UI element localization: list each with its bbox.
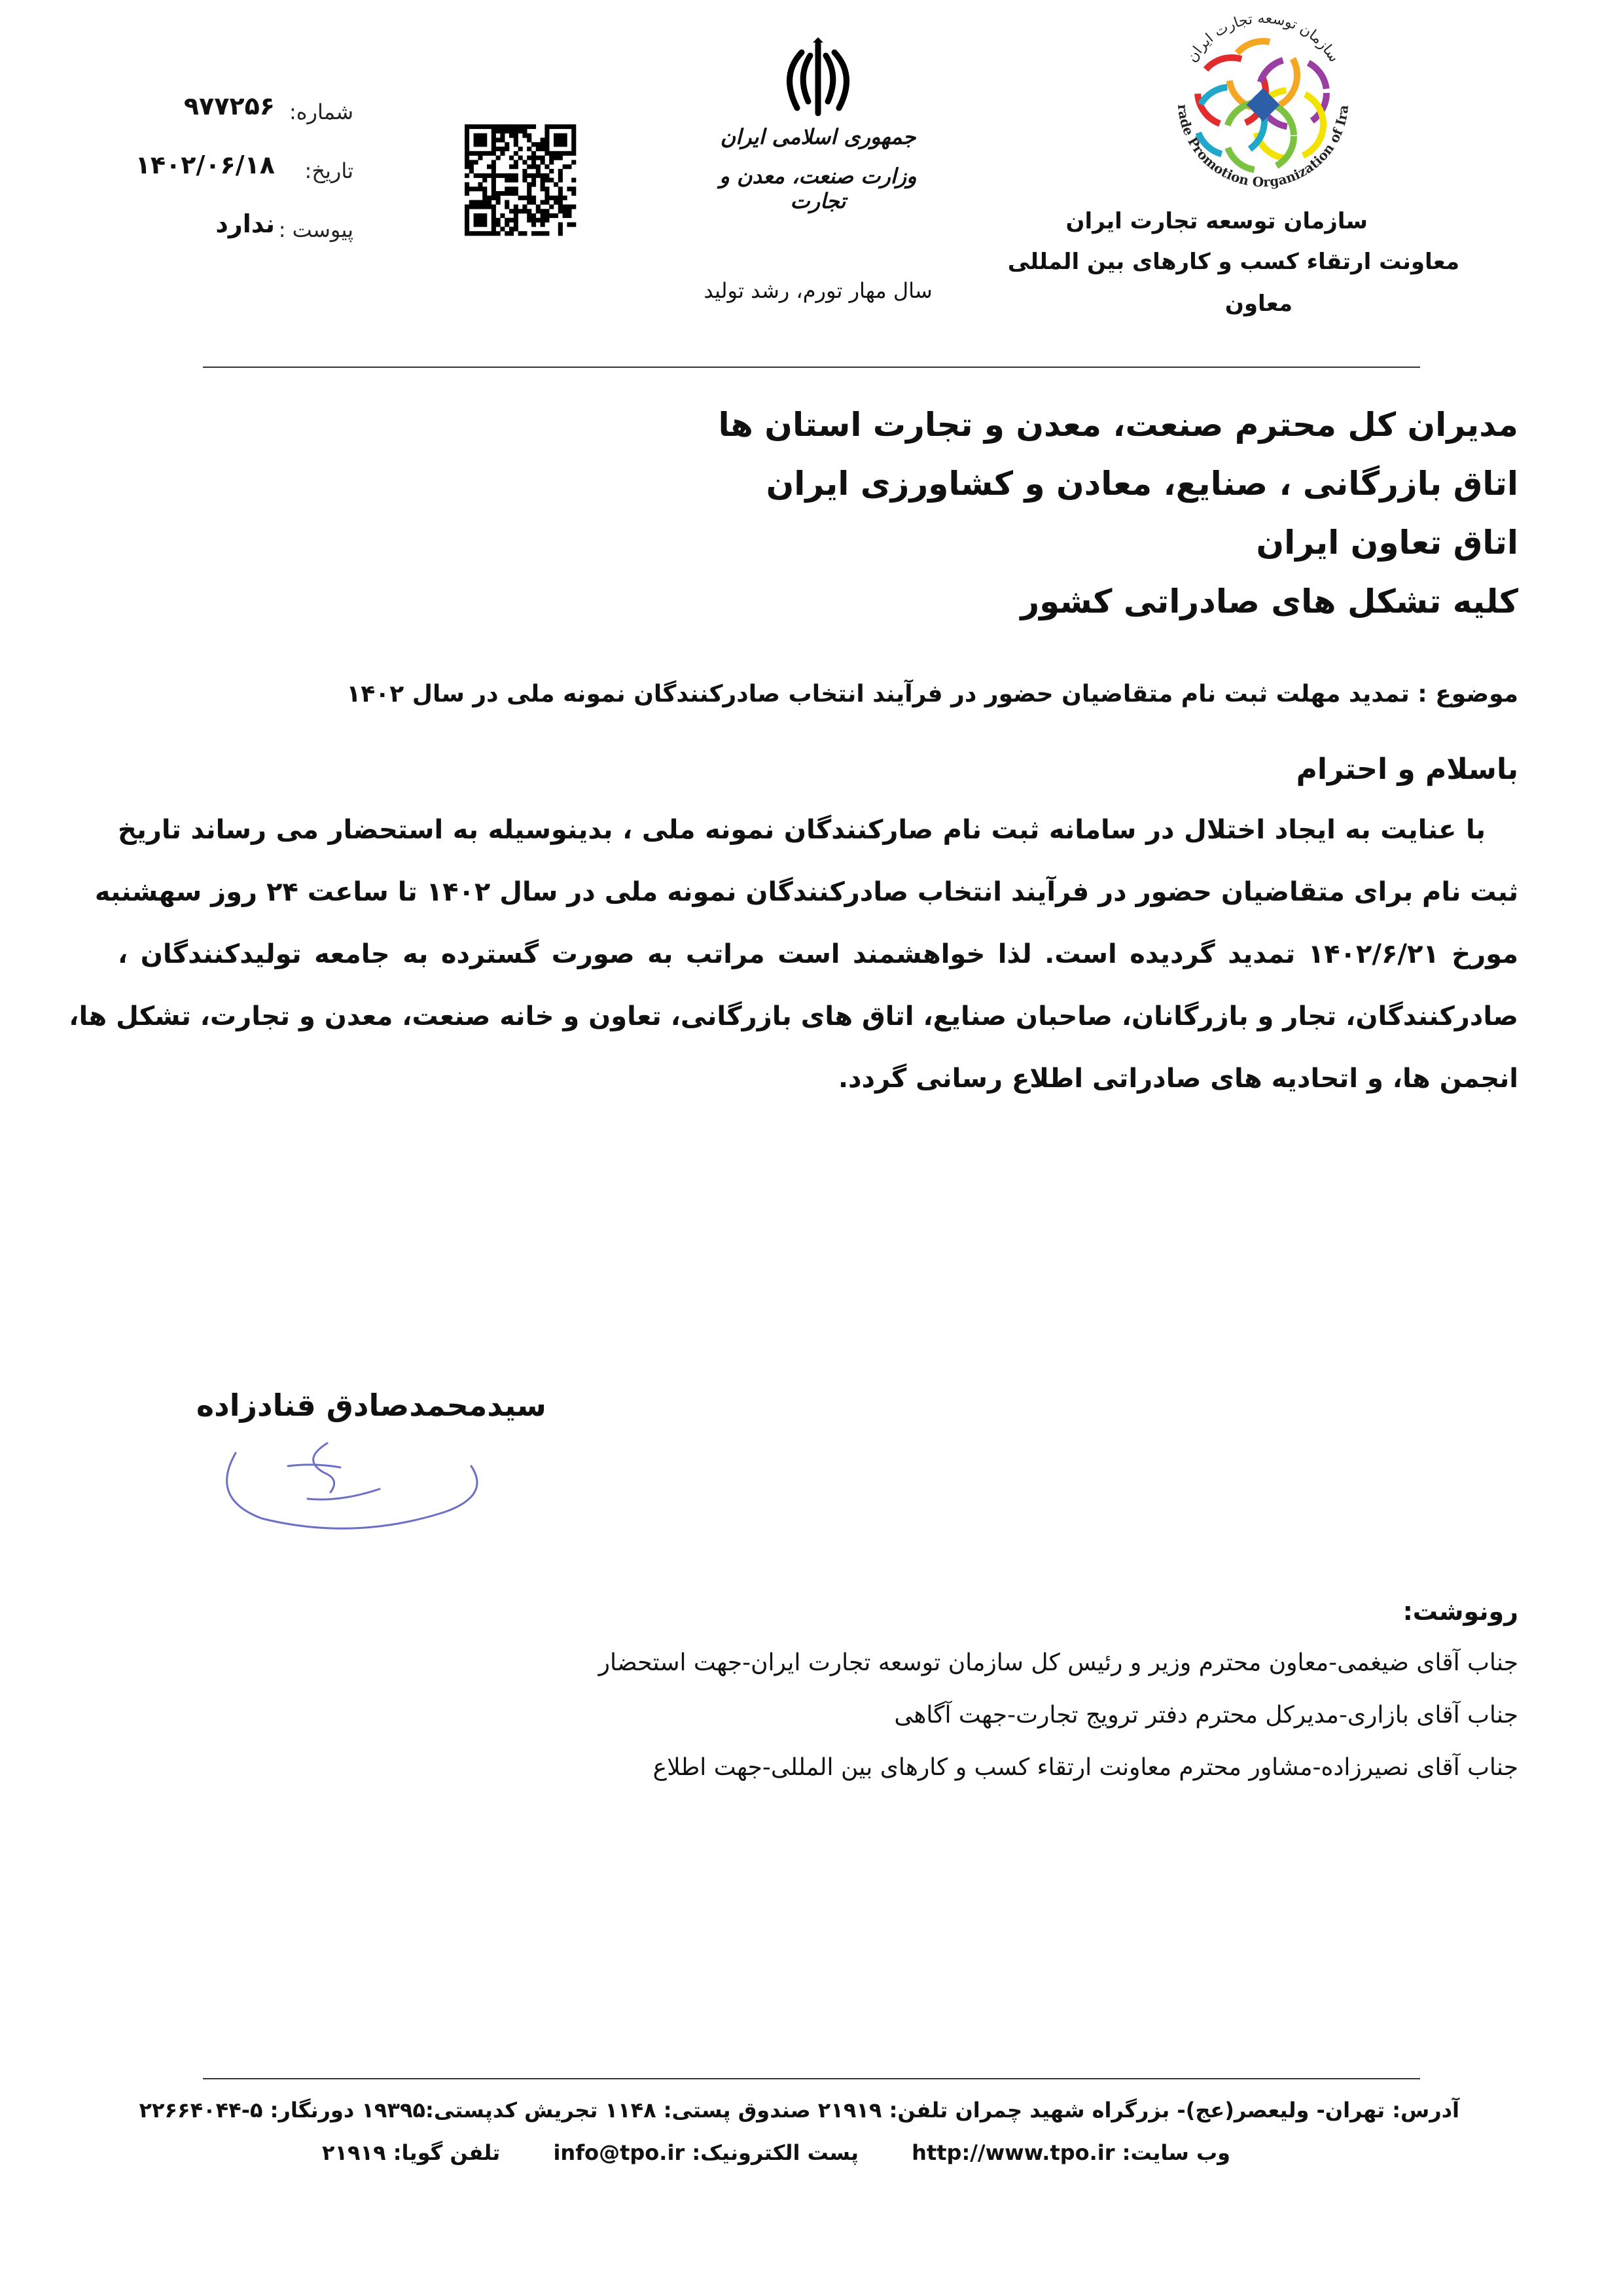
attachment-value: ندارد (215, 209, 275, 238)
org-name: سازمان توسعه تجارت ایران (1065, 208, 1368, 234)
phone-label: تلفن گویا: (393, 2140, 501, 2165)
org-deputy: معاونت ارتقاء کسب و کارهای بین المللی (1007, 249, 1459, 275)
number-value: ۹۷۷۲۵۶ (183, 92, 275, 120)
recipient-line: مدیران کل محترم صنعت، معدن و تجارت استان ها (718, 406, 1518, 444)
recipient-line: اتاق تعاون ایران (1256, 524, 1518, 562)
letter-date (118, 151, 353, 190)
attachment-label: پیوست : (278, 217, 353, 242)
number-label: شماره: (289, 99, 353, 124)
footer-address: آدرس: تهران- ولیعصر(عج)- بزرگراه شهید چمران تلفن: ۲۱۹۱۹ صندوق پستی: ۱۱۴۸ تجریش کدپستی:۱۹۳۹۵ دورنگار: ۵-۲۲۶۶۴۰۴۴ (139, 2098, 1459, 2123)
subject: موضوع : تمدید مهلت ثبت نام متقاضیان حضور در فرآیند انتخاب صادرکنندگان نمونه ملی در سال ۱۴۰۲ (346, 681, 1518, 708)
body-line: مورخ ۱۴۰۲/۶/۲۱ تمدید گردیده است. لذا خواهشمند است مراتب به صورت گسترده به جامعه تولیدکنندگان ، (118, 939, 1519, 969)
greeting: باسلام و احترام (1296, 753, 1518, 786)
cc-line: جناب آقای بازاری-مدیرکل محترم دفتر ترویج تجارت-جهت آگاهی (894, 1702, 1518, 1729)
cc-line: جناب آقای نصیرزاده-مشاور محترم معاونت ارتقاء کسب و کارهای بین المللی-جهت اطلاع (652, 1754, 1518, 1781)
letter-attachment (118, 209, 353, 249)
body-line: انجمن ها، و اتحادیه های صادراتی اطلاع رسانی گردد. (838, 1064, 1518, 1094)
date-value: ۱۴۰۲/۰۶/۱۸ (135, 151, 275, 179)
year-slogan: سال مهار تورم، رشد تولید (704, 278, 933, 303)
tpo-logo-mark (1152, 13, 1374, 190)
email-label: پست الکترونیک: (692, 2140, 859, 2165)
recipient-line: اتاق بازرگانی ، صنایع، معادن و کشاورزی ایران (766, 465, 1518, 503)
ministry-line-1: جمهوری اسلامی ایران (720, 124, 916, 149)
svg-text:سازمان توسعه تجارت ایران: سازمان توسعه تجارت ایران (1184, 13, 1342, 65)
iran-emblem-icon (772, 36, 864, 121)
body-line: با عنایت به ایجاد اختلال در سامانه ثبت نام صارکنندگان نمونه ملی ، بدینوسیله به استحضار می رساند تاریخ (118, 815, 1486, 845)
phone-value: ۲۱۹۱۹ (321, 2140, 386, 2165)
cc-line: جناب آقای ضیغمی-معاون محترم وزیر و رئیس کل سازمان توسعه تجارت ایران-جهت استحضار (598, 1649, 1518, 1676)
date-label: تاریخ: (304, 158, 353, 183)
footer-divider (203, 2078, 1420, 2079)
signature-scribble (209, 1427, 510, 1538)
website-link[interactable]: http://www.tpo.ir (912, 2140, 1115, 2165)
footer-contacts (322, 2140, 1230, 2165)
org-role: معاون (1224, 291, 1293, 317)
svg-text:Trade Promotion Organization o: rade Promotion Organization of Ira (1175, 103, 1351, 190)
signature (209, 1427, 510, 1538)
iran-emblem (772, 36, 864, 121)
email-link[interactable]: info@tpo.ir (553, 2140, 685, 2165)
cc-title: رونوشت: (1402, 1597, 1518, 1626)
tpo-logo (1152, 13, 1374, 190)
qr-code (465, 124, 576, 236)
body-line: صادرکنندگان، تجار و بازرگانان، صاحبان صنایع، اتاق های بازرگانی، تعاون و خانه صنعت، معدن و تجارت، تشکل ها، (69, 1001, 1518, 1031)
qr-code-icon (465, 124, 576, 236)
website-label: وب سایت: (1122, 2140, 1230, 2165)
letter-number (118, 92, 353, 131)
header-divider (203, 367, 1420, 368)
signatory-name: سیدمحمدصادق قنادزاده (196, 1388, 546, 1423)
recipient-line: کلیه تشکل های صادراتی کشور (1020, 583, 1518, 620)
ministry-line-2: وزارت صنعت، معدن و تجارت (719, 164, 917, 213)
body-line: ثبت نام برای متقاضیان حضور در فرآیند انتخاب صادرکنندگان نمونه ملی در سال ۱۴۰۲ تا ساعت ۲۴ روز سهشنبه (94, 877, 1518, 907)
